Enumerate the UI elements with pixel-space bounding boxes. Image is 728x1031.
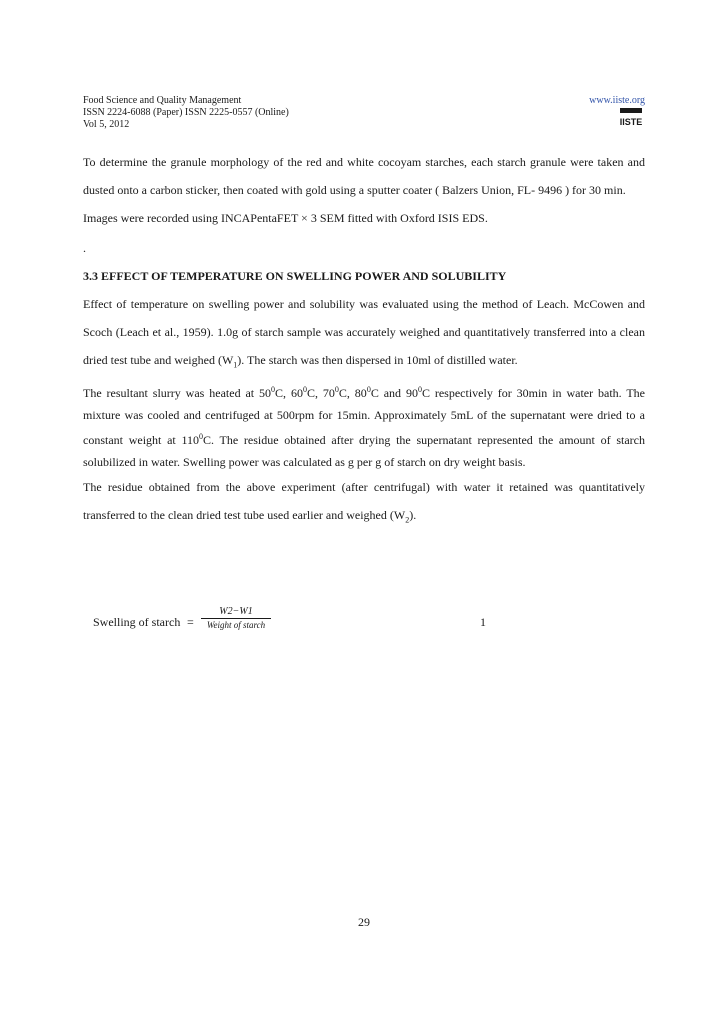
iiste-logo — [620, 108, 642, 128]
paragraph-residue: The residue obtained from the above experiment (after centrifugal) with water it retained was quantitatively transferred to the clean dried test tube used earlier and weighed $(W_2)$. — [83, 480, 645, 525]
journal-title: Food Science and Quality Management — [83, 95, 242, 106]
page-header — [83, 95, 645, 131]
page-number: 29 — [358, 915, 370, 929]
svg-text:IISTE: IISTE — [620, 117, 642, 127]
stray-dot: . — [83, 241, 86, 255]
volume-line: Vol 5, 2012 — [83, 119, 130, 130]
equation-number: 1 — [480, 615, 486, 629]
section-heading: 3.3 EFFECT OF TEMPERATURE ON SWELLING POWER AND SOLUBILITY — [83, 269, 507, 283]
formula-denominator: Weight of starch — [206, 620, 266, 630]
formula-fraction — [201, 606, 271, 630]
journal-url[interactable]: www.iiste.org — [589, 95, 645, 106]
paragraph-sem: Images were recorded using INCAPentaFET × 3 SEM fitted with Oxford ISIS EDS. — [83, 211, 488, 225]
paragraph-morphology: To determine the granule morphology of the red and white cocoyam starches, each starch granule were taken and dusted onto a carbon sticker, then coated with gold using a sputter coater ( Balzers Union, FL- 9496 ) for 30 min. — [83, 155, 645, 197]
formula-numerator: W2−W1 — [201, 606, 271, 619]
swelling-formula — [93, 606, 513, 636]
formula-equals: = — [187, 615, 194, 629]
formula-label: Swelling of starch — [93, 615, 181, 629]
issn-line: ISSN 2224-6088 (Paper) ISSN 2225-0557 (Online) — [83, 107, 289, 118]
paragraph-method: Effect of temperature on swelling power and solubility was evaluated using the method of Leach. McCowen and Scoch (Leach et al., 1959). 1.0g of starch sample was accurately weighed and quantitatively transferred into a clean dried test tube and weighed $(W_1)$. The starch was then dispersed in 10ml of distilled water. — [83, 297, 645, 370]
paragraph-procedure: The resultant slurry was heated at $50^0C$, $60^0C$, $70^0C$, $80^0C$ and $90^0C$ respectively for 30min in water bath. The mixture was cooled and centrifuged at 500rpm for 15min. Approximately 5mL of the supernatant were dried to a constant weight at $110^0C$. The residue obtained after drying the supernatant represented the amount of starch solubilized in water. Swelling power was calculated as g per g of starch on dry weight basis. — [83, 385, 646, 470]
article-body — [83, 148, 645, 535]
